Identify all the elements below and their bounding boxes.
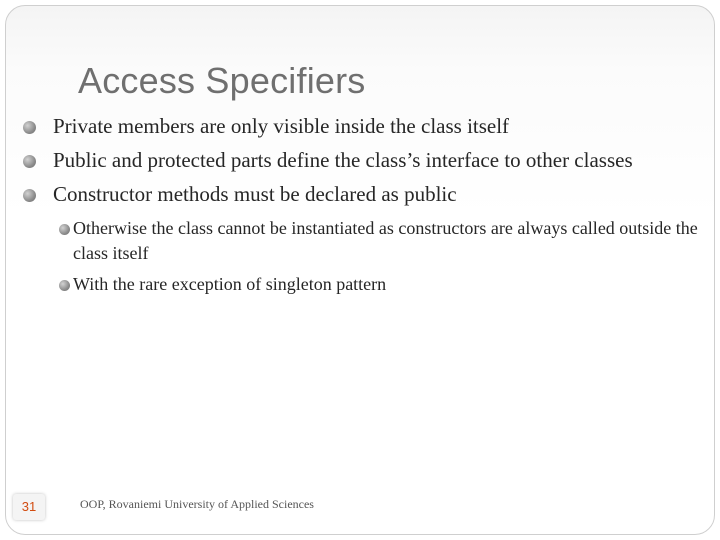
slide-content <box>20 112 700 303</box>
bullet-icon <box>23 121 36 134</box>
bullet-item <box>20 180 700 208</box>
bullet-text: Private members are only visible inside the class itself <box>53 114 510 138</box>
bullet-icon <box>59 224 70 235</box>
bullet-icon <box>23 155 36 168</box>
sub-bullet-text: Otherwise the class cannot be instantiated as constructors are always called outside the class itself <box>73 218 698 263</box>
bullet-text: Public and protected parts define the class’s interface to other classes <box>53 148 633 172</box>
page-number-badge: 31 <box>13 494 45 520</box>
bullet-icon <box>59 280 70 291</box>
sub-bullet-text: With the rare exception of singleton pattern <box>73 274 387 294</box>
sub-bullet-item <box>20 272 700 297</box>
sub-bullet-item <box>20 216 700 266</box>
bullet-icon <box>23 189 36 202</box>
bullet-text: Constructor methods must be declared as public <box>53 182 457 206</box>
bullet-item <box>20 112 700 140</box>
slide-footer: OOP, Rovaniemi University of Applied Sciences <box>80 497 314 511</box>
slide-title: Access Specifiers <box>78 60 366 101</box>
bullet-item <box>20 146 700 174</box>
